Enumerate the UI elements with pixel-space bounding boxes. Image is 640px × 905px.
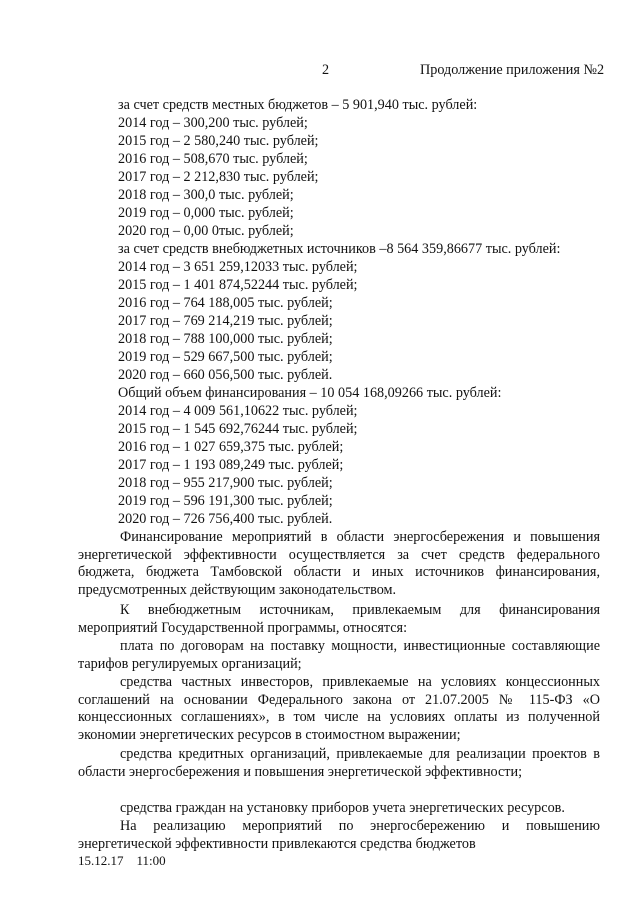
total-financing-title: Общий объем финансирования – 10 054 168,09266 тыс. рублей:	[118, 385, 502, 401]
extra-budget-year-2019: 2019 год – 529 667,500 тыс. рублей;	[118, 349, 333, 365]
total-year-2016: 2016 год – 1 027 659,375 тыс. рублей;	[118, 439, 344, 455]
extra-budget-year-2017: 2017 год – 769 214,219 тыс. рублей;	[118, 313, 333, 329]
total-year-2014: 2014 год – 4 009 561,10622 тыс. рублей;	[118, 403, 358, 419]
local-budget-year-2016: 2016 год – 508,670 тыс. рублей;	[118, 151, 308, 167]
source-item-investors: средства частных инвесторов, привлекаемые на условиях концессионных соглашений на основании Федерального закона от 21.07.2005 № 115-ФЗ «О концессионных соглашениях», в том числе на условиях оплаты из полученной экономии энергетических ресурсов в стоимостном выражении;	[78, 674, 600, 743]
extra-budget-year-2020: 2020 год – 660 056,500 тыс. рублей.	[118, 367, 333, 383]
local-budget-title: за счет средств местных бюджетов – 5 901,940 тыс. рублей:	[118, 97, 478, 113]
page-number: 2	[322, 62, 330, 78]
total-year-2020: 2020 год – 726 756,400 тыс. рублей.	[118, 511, 333, 527]
local-budget-year-2015: 2015 год – 2 580,240 тыс. рублей;	[118, 133, 319, 149]
implementation-paragraph: На реализацию мероприятий по энергосбережению и повышению энергетической эффективности привлекаются средства бюджетов	[78, 818, 600, 852]
local-budget-year-2019: 2019 год – 0,000 тыс. рублей;	[118, 205, 294, 221]
total-year-2017: 2017 год – 1 193 089,249 тыс. рублей;	[118, 457, 344, 473]
footer-timestamp: 15.12.17 11:00	[78, 853, 166, 868]
local-budget-year-2017: 2017 год – 2 212,830 тыс. рублей;	[118, 169, 319, 185]
local-budget-year-2018: 2018 год – 300,0 тыс. рублей;	[118, 187, 294, 203]
extra-budget-year-2018: 2018 год – 788 100,000 тыс. рублей;	[118, 331, 333, 347]
extra-budget-year-2016: 2016 год – 764 188,005 тыс. рублей;	[118, 295, 333, 311]
source-item-supply: плата по договорам на поставку мощности, инвестиционные составляющие тарифов регулируемых организаций;	[78, 638, 600, 672]
extra-budget-year-2015: 2015 год – 1 401 874,52244 тыс. рублей;	[118, 277, 358, 293]
extra-budget-title: за счет средств внебюджетных источников –8 564 359,86677 тыс. рублей:	[118, 241, 561, 257]
sources-intro-paragraph: К внебюджетным источникам, привлекаемым для финансирования мероприятий Государственной программы, относятся:	[78, 602, 600, 636]
local-budget-year-2014: 2014 год – 300,200 тыс. рублей;	[118, 115, 308, 131]
extra-budget-year-2014: 2014 год – 3 651 259,12033 тыс. рублей;	[118, 259, 358, 275]
financing-paragraph: Финансирование мероприятий в области энергосбережения и повышения энергетической эффективности осуществляется за счет средств федерального бюджета, бюджета Тамбовской области и иных источников финансирования, предусмотренных действующим законодательством.	[78, 529, 600, 598]
local-budget-year-2020: 2020 год – 0,00 0тыс. рублей;	[118, 223, 294, 239]
source-item-credit: средства кредитных организаций, привлекаемые для реализации проектов в области энергосбережения и повышения энергетической эффективности;	[78, 746, 600, 780]
total-year-2015: 2015 год – 1 545 692,76244 тыс. рублей;	[118, 421, 358, 437]
source-item-citizens: средства граждан на установку приборов учета энергетических ресурсов.	[120, 800, 565, 816]
total-year-2019: 2019 год – 596 191,300 тыс. рублей;	[118, 493, 333, 509]
total-year-2018: 2018 год – 955 217,900 тыс. рублей;	[118, 475, 333, 491]
appendix-note: Продолжение приложения №2	[420, 62, 605, 78]
